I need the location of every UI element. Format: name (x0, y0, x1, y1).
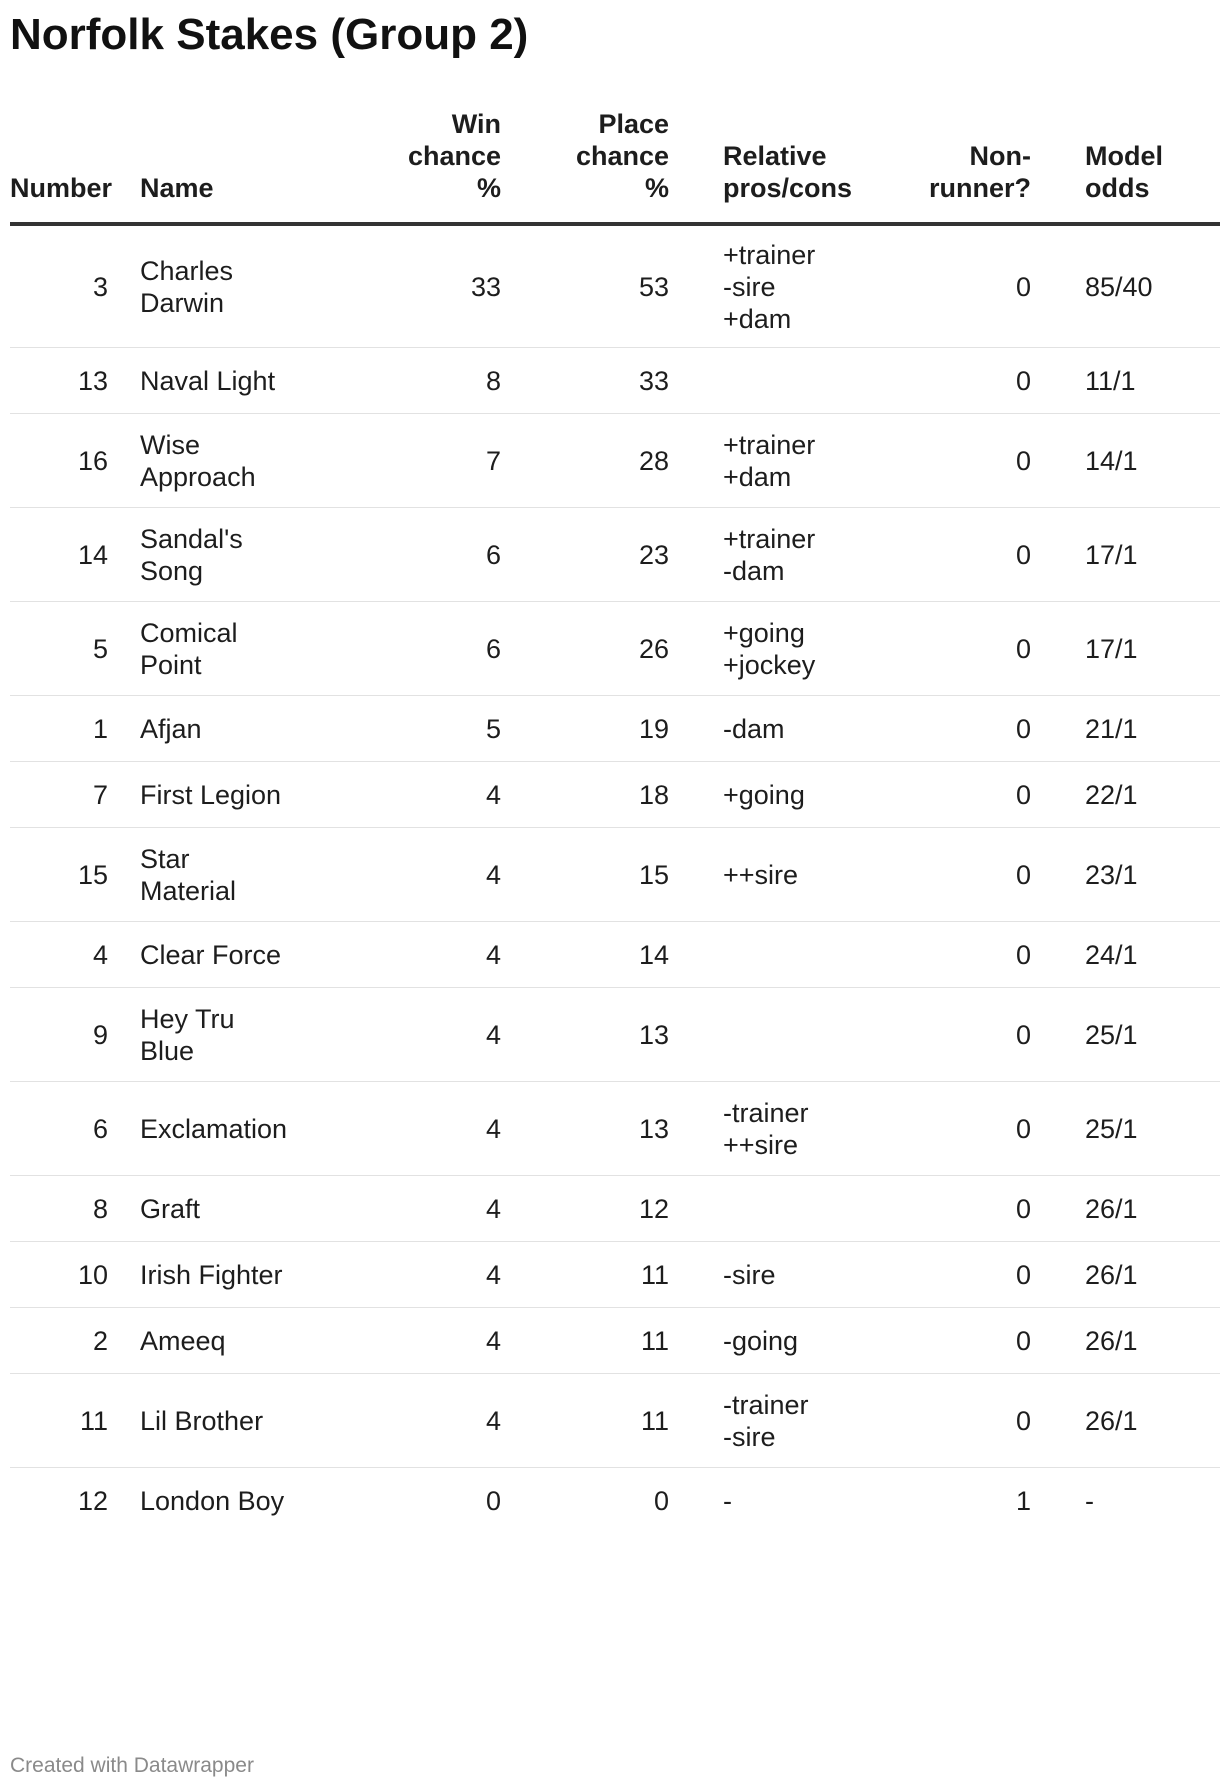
cell-win: 4 (330, 988, 509, 1082)
table-row (10, 922, 1220, 988)
cell-odds: 23/1 (1039, 828, 1220, 922)
cell-nonrunner: 1 (1015, 1485, 1031, 1516)
cell-win: 4 (330, 1374, 509, 1468)
column-header-odds (1039, 108, 1220, 224)
cell-odds: 17/1 (1039, 602, 1220, 696)
cell-proscons (677, 1308, 899, 1374)
column-header-line: % (476, 173, 501, 203)
cell-odds: 24/1 (1039, 922, 1220, 988)
cell-place: 23 (509, 508, 677, 602)
cell-number: 2 (10, 1308, 120, 1374)
cell-nonrunner: 0 (899, 414, 1039, 508)
cell-number: 11 (10, 1374, 120, 1468)
column-header-name (120, 108, 330, 224)
cell-name (120, 348, 330, 414)
cell-win: 4 (330, 762, 509, 828)
cell-number: 9 (10, 988, 120, 1082)
cell-name (120, 922, 330, 988)
header-row (10, 108, 1220, 224)
cell-name-line: Star (140, 843, 190, 874)
cell-name-line: Naval Light (140, 365, 276, 396)
cell-name-line: Clear Force (140, 939, 282, 970)
cell-proscons-line: ++sire (723, 1129, 799, 1160)
cell-number: 1 (10, 696, 120, 762)
cell-name-line: Graft (140, 1193, 201, 1224)
cell-odds: 25/1 (1039, 1082, 1220, 1176)
cell-odds: 26/1 (1039, 1176, 1220, 1242)
cell-proscons (677, 922, 899, 988)
cell-win: 6 (330, 602, 509, 696)
cell-number: 3 (10, 224, 120, 348)
cell-proscons (677, 696, 899, 762)
cell-number: 16 (10, 414, 120, 508)
cell-number: 4 (10, 922, 120, 988)
column-header-line: Place (598, 109, 669, 139)
column-header-line: Relative (723, 141, 827, 171)
cell-place: 0 (653, 1485, 669, 1516)
cell-place: 18 (509, 762, 677, 828)
footer-credit: Created with Datawrapper (10, 1754, 254, 1777)
column-header-line: odds (1085, 173, 1150, 203)
cell-place: 11 (509, 1242, 677, 1308)
cell-number: 14 (10, 508, 120, 602)
chart-title: Norfolk Stakes (Group 2) (10, 10, 529, 59)
cell-odds: 17/1 (1039, 508, 1220, 602)
cell-number: 15 (10, 828, 120, 922)
cell-number: 7 (10, 762, 120, 828)
cell-proscons-line: ++sire (723, 859, 799, 890)
cell-nonrunner: 0 (899, 696, 1039, 762)
cell-name-line: Afjan (140, 713, 202, 744)
cell-odds: - (1085, 1485, 1094, 1516)
column-header-line: Name (140, 173, 214, 203)
cell-name (120, 1468, 330, 1534)
cell-place: 13 (509, 1082, 677, 1176)
cell-proscons (677, 1242, 899, 1308)
cell-proscons-line: -sire (723, 1259, 776, 1290)
column-header-line: chance (407, 141, 501, 171)
cell-name-line: First Legion (140, 779, 282, 810)
column-header-nonrunner (899, 108, 1039, 224)
cell-place: 13 (509, 988, 677, 1082)
cell-name (120, 602, 330, 696)
cell-name (120, 696, 330, 762)
cell-proscons-line: +trainer (723, 239, 816, 270)
cell-proscons-line: - (723, 1485, 732, 1516)
cell-win: 33 (330, 224, 509, 348)
cell-proscons (677, 348, 899, 414)
cell-place: 11 (509, 1308, 677, 1374)
cell-number: 5 (10, 602, 120, 696)
cell-nonrunner: 0 (899, 602, 1039, 696)
cell-number: 12 (77, 1485, 108, 1516)
cell-win: 4 (330, 1308, 509, 1374)
cell-odds: 11/1 (1039, 348, 1220, 414)
table-row (10, 1176, 1220, 1242)
cell-place: 11 (509, 1374, 677, 1468)
cell-name (120, 1082, 330, 1176)
cell-odds: 22/1 (1039, 762, 1220, 828)
table-row (10, 602, 1220, 696)
cell-name (120, 762, 330, 828)
cell-number: 8 (10, 1176, 120, 1242)
cell-name-line: Exclamation (140, 1113, 288, 1144)
column-header-line: % (644, 173, 669, 203)
column-header-number (10, 108, 120, 224)
cell-place: 12 (509, 1176, 677, 1242)
cell-nonrunner: 0 (899, 1374, 1039, 1468)
cell-nonrunner: 0 (899, 508, 1039, 602)
table-row (10, 1308, 1220, 1374)
cell-proscons (677, 828, 899, 922)
table-row (10, 224, 1220, 348)
column-header-line: pros/cons (723, 173, 853, 203)
cell-proscons-line: -dam (723, 713, 785, 744)
cell-nonrunner: 0 (899, 988, 1039, 1082)
cell-proscons-line: +going (723, 617, 805, 648)
cell-proscons-line: -trainer (723, 1097, 809, 1128)
cell-name-line: Approach (140, 461, 256, 492)
table-row (10, 1374, 1220, 1468)
cell-proscons (677, 508, 899, 602)
cell-nonrunner: 0 (899, 1082, 1039, 1176)
table-row (10, 348, 1220, 414)
cell-name (120, 828, 330, 922)
cell-nonrunner: 0 (899, 1176, 1039, 1242)
cell-odds: 25/1 (1039, 988, 1220, 1082)
cell-nonrunner: 0 (899, 1242, 1039, 1308)
column-header-proscons (677, 108, 899, 224)
column-header-line: Model (1085, 141, 1163, 171)
cell-proscons (677, 414, 899, 508)
column-header-line: runner? (928, 173, 1031, 203)
table-row (10, 508, 1220, 602)
cell-name-line: Wise (140, 429, 200, 460)
cell-name (120, 224, 330, 348)
cell-win: 0 (485, 1485, 501, 1516)
table-row (10, 696, 1220, 762)
cell-proscons (677, 1082, 899, 1176)
cell-name (120, 988, 330, 1082)
cell-proscons (677, 1374, 899, 1468)
table-row (10, 414, 1220, 508)
cell-win: 4 (330, 1242, 509, 1308)
cell-proscons-line: +going (723, 779, 805, 810)
cell-win: 7 (330, 414, 509, 508)
table-header (10, 108, 1220, 224)
cell-place: 53 (509, 224, 677, 348)
cell-number: 10 (10, 1242, 120, 1308)
cell-proscons (677, 224, 899, 348)
cell-proscons-line: -sire (723, 271, 776, 302)
cell-name-line: Charles (140, 255, 234, 286)
cell-number: 13 (10, 348, 120, 414)
cell-win: 4 (330, 828, 509, 922)
cell-name-line: Song (140, 555, 204, 586)
cell-nonrunner: 0 (899, 922, 1039, 988)
cell-nonrunner: 0 (899, 224, 1039, 348)
cell-name (120, 1374, 330, 1468)
cell-proscons-line: -going (723, 1325, 799, 1356)
cell-place: 19 (509, 696, 677, 762)
cell-win: 4 (330, 1082, 509, 1176)
cell-proscons (677, 1468, 899, 1534)
cell-proscons-line: -sire (723, 1421, 776, 1452)
column-header-win (330, 108, 509, 224)
cell-proscons-line: +trainer (723, 429, 816, 460)
cell-name-line: Point (140, 649, 202, 680)
cell-proscons-line: -trainer (723, 1389, 809, 1420)
cell-place: 26 (509, 602, 677, 696)
cell-name-line: Hey Tru (140, 1003, 235, 1034)
column-header-line: chance (575, 141, 669, 171)
cell-name-line: Lil Brother (140, 1405, 264, 1436)
cell-name (120, 508, 330, 602)
cell-odds: 26/1 (1039, 1374, 1220, 1468)
cell-name-line: London Boy (140, 1485, 285, 1516)
cell-name-line: Sandal's (140, 523, 243, 554)
cell-place: 33 (509, 348, 677, 414)
cell-name (120, 414, 330, 508)
cell-win: 8 (330, 348, 509, 414)
column-header-line: Win (451, 109, 501, 139)
table-row (10, 828, 1220, 922)
cell-nonrunner: 0 (899, 348, 1039, 414)
table-row (10, 1468, 1220, 1534)
cell-win: 5 (330, 696, 509, 762)
cell-win: 6 (330, 508, 509, 602)
cell-number: 6 (10, 1082, 120, 1176)
cell-odds: 21/1 (1039, 696, 1220, 762)
cell-proscons-line: +dam (723, 303, 792, 334)
cell-odds: 14/1 (1039, 414, 1220, 508)
cell-name-line: Blue (140, 1035, 195, 1066)
cell-win: 4 (330, 922, 509, 988)
cell-proscons-line: +dam (723, 461, 792, 492)
cell-proscons (677, 602, 899, 696)
cell-place: 15 (509, 828, 677, 922)
cell-odds: 26/1 (1039, 1308, 1220, 1374)
cell-odds: 26/1 (1039, 1242, 1220, 1308)
cell-name-line: Irish Fighter (140, 1259, 283, 1290)
cell-proscons-line: -dam (723, 555, 785, 586)
table-body (10, 224, 1220, 1533)
cell-name-line: Comical (140, 617, 238, 648)
table-row (10, 1242, 1220, 1308)
cell-odds: 85/40 (1039, 224, 1220, 348)
column-header-place (509, 108, 677, 224)
column-header-line: Number (10, 173, 113, 203)
table-row (10, 762, 1220, 828)
odds-table (10, 108, 1220, 1533)
cell-place: 14 (509, 922, 677, 988)
cell-win: 4 (330, 1176, 509, 1242)
cell-nonrunner: 0 (899, 828, 1039, 922)
cell-name-line: Ameeq (140, 1325, 226, 1356)
cell-name-line: Darwin (140, 287, 225, 318)
table-row (10, 1082, 1220, 1176)
cell-proscons-line: +jockey (723, 649, 816, 680)
cell-name-line: Material (140, 875, 237, 906)
table-row (10, 988, 1220, 1082)
cell-nonrunner: 0 (899, 762, 1039, 828)
cell-proscons-line: +trainer (723, 523, 816, 554)
cell-proscons (677, 988, 899, 1082)
cell-proscons (677, 1176, 899, 1242)
cell-name (120, 1308, 330, 1374)
cell-place: 28 (509, 414, 677, 508)
cell-proscons (677, 762, 899, 828)
cell-name (120, 1242, 330, 1308)
column-header-line: Non- (969, 141, 1031, 171)
cell-nonrunner: 0 (899, 1308, 1039, 1374)
cell-name (120, 1176, 330, 1242)
